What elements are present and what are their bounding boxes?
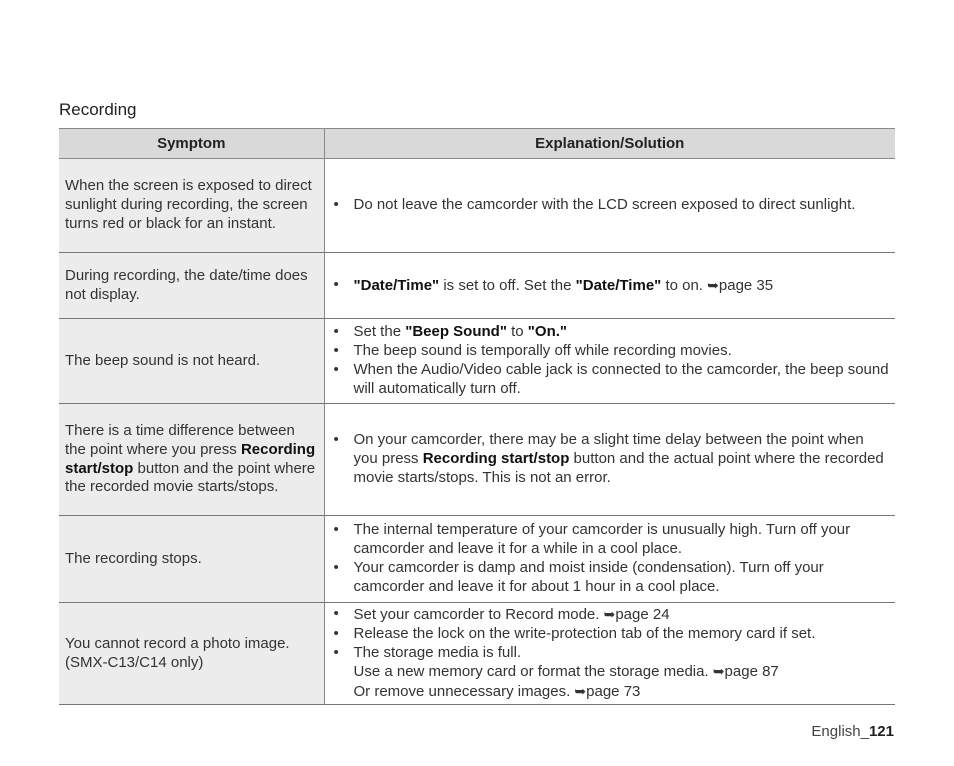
footer-language: English_ — [811, 723, 869, 740]
solution-header: Explanation/Solution — [324, 129, 895, 159]
text-run: The beep sound is temporally off while recording movies. — [353, 342, 732, 360]
solution-list — [331, 605, 890, 702]
page-ref-arrow-icon: ➥ — [712, 663, 725, 680]
text-run: On your camcorder, there may be a slight time delay between the point when you press — [353, 431, 864, 468]
solution-item — [331, 431, 890, 487]
text-run: Set your camcorder to Record mode. — [353, 606, 604, 623]
text-run: The storage media is full. — [353, 643, 522, 661]
solution-item — [331, 342, 890, 361]
bold-term: "Date/Time" — [575, 276, 662, 294]
text-run: When the Audio/Video cable jack is connected to the camcorder, the beep sound will automatically turn off. — [353, 361, 889, 397]
bullet-icon: • — [333, 196, 339, 214]
bold-term: "Beep Sound" — [405, 323, 507, 341]
bullet-icon: • — [333, 559, 339, 576]
solution-list — [331, 196, 890, 215]
solution-item — [331, 605, 890, 625]
text-run: There is a time difference between the point where you press — [65, 421, 295, 458]
text-run: button and the actual point where the recorded movie starts/stops. This is not an error. — [353, 450, 884, 486]
solution-cell — [324, 319, 895, 404]
text-run: page 87 — [724, 663, 779, 681]
solution-item — [331, 361, 890, 399]
solution-cell — [324, 404, 895, 516]
bullet-icon: • — [333, 275, 339, 293]
bullet-icon: • — [333, 605, 339, 622]
bullet-icon: • — [333, 521, 339, 539]
page-ref-arrow-icon: ➥ — [574, 683, 587, 700]
symptom-cell — [59, 404, 324, 516]
page-footer — [811, 723, 894, 740]
solution-item — [331, 521, 890, 559]
bold-term: Recording start/stop — [422, 450, 570, 468]
symptom-cell — [59, 253, 324, 319]
bullet-icon: • — [333, 624, 339, 642]
symptom-header: Symptom — [59, 129, 324, 159]
troubleshooting-table — [59, 128, 895, 705]
page-ref-arrow-icon: ➥ — [603, 606, 616, 622]
text-run: page 35 — [718, 276, 774, 294]
text-run: Your camcorder is damp and moist inside (condensation). Turn off your camcorder and leave it for about 1 hour in a cool place. — [353, 559, 824, 595]
text-run: page 24 — [615, 606, 670, 623]
page-ref-arrow-icon: ➥ — [707, 276, 719, 293]
section-title: Recording — [59, 100, 137, 119]
symptom-cell — [59, 516, 324, 603]
table-row — [59, 319, 895, 404]
table-row — [59, 253, 895, 319]
page-number: 121 — [868, 723, 894, 740]
solution-item — [331, 559, 890, 597]
solution-cell — [324, 159, 895, 253]
bullet-icon: • — [333, 361, 339, 378]
text-run: You cannot record a photo image. (SMX-C13/C14 only) — [65, 634, 290, 671]
symptom-cell — [59, 603, 324, 705]
bullet-icon: • — [333, 643, 339, 661]
table-row — [59, 159, 895, 253]
table-row — [59, 404, 895, 516]
text-run: When the screen is exposed to direct sunlight during recording, the screen turns red or black for an instant. — [65, 177, 312, 232]
text-run: Release the lock on the write-protection tab of the memory card if set. — [353, 624, 816, 642]
solution-cell — [324, 603, 895, 705]
solution-item — [331, 323, 890, 342]
text-run: Use a new memory card or format the storage media. — [353, 663, 713, 681]
bold-term: Recording start/stop — [65, 440, 316, 477]
solution-item — [331, 644, 890, 702]
solution-item — [331, 196, 890, 215]
text-run: Or remove unnecessary images. — [353, 683, 575, 701]
text-run: During recording, the date/time does not display. — [65, 266, 308, 303]
symptom-cell — [59, 159, 324, 253]
text-run: button and the point where the recorded movie starts/stops. — [65, 459, 316, 496]
table-row — [59, 603, 895, 705]
text-run: The internal temperature of your camcorder is unusually high. Turn off your camcorder and leave it for a while in a cool place. — [353, 521, 851, 558]
table-header-row — [59, 129, 895, 159]
text-run: is set to off. Set the — [439, 276, 576, 294]
text-run: page 73 — [586, 683, 641, 701]
text-run: The recording stops. — [65, 549, 202, 567]
solution-item — [331, 276, 890, 296]
solution-list — [331, 521, 890, 596]
solution-list — [331, 323, 890, 398]
bullet-icon: • — [333, 323, 339, 341]
bullet-icon: • — [333, 342, 339, 360]
symptom-cell — [59, 319, 324, 404]
bullet-icon: • — [333, 431, 339, 449]
bold-term: "On." — [527, 323, 568, 341]
bold-term: "Date/Time" — [353, 276, 440, 294]
text-run: The beep sound is not heard. — [65, 351, 261, 369]
solution-list — [331, 276, 890, 296]
solution-list — [331, 431, 890, 487]
text-run: to on. — [661, 276, 708, 294]
text-run: Do not leave the camcorder with the LCD screen exposed to direct sunlight. — [353, 196, 856, 214]
solution-cell — [324, 253, 895, 319]
text-run: to — [506, 323, 528, 341]
table-row — [59, 516, 895, 603]
solution-item — [331, 625, 890, 644]
solution-cell — [324, 516, 895, 603]
text-run: Set the — [353, 323, 406, 341]
